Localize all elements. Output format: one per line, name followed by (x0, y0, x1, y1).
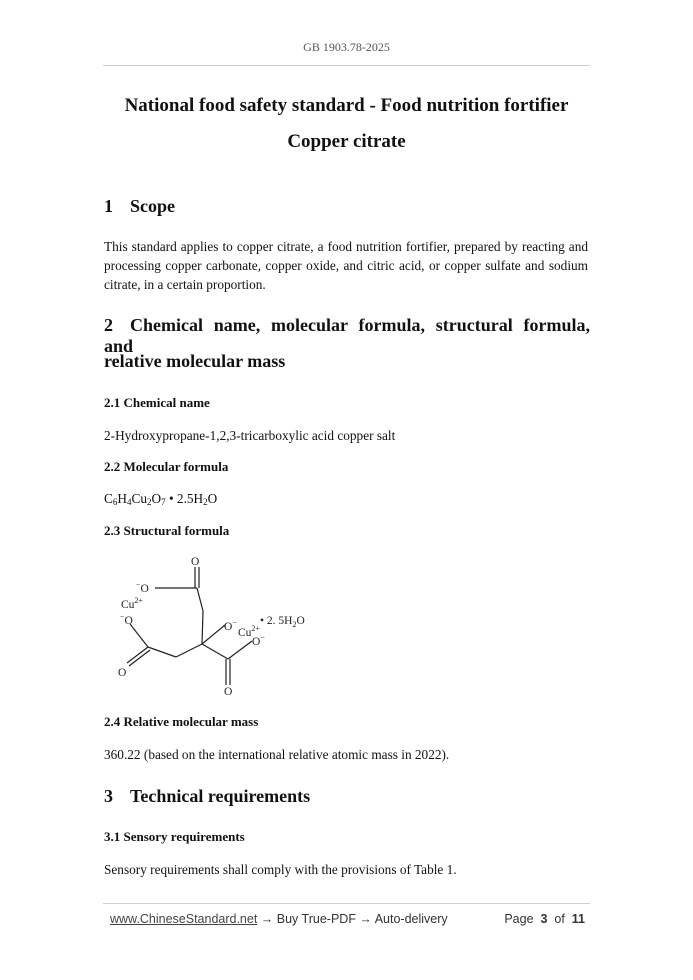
molecular-formula: $C_6H_4Cu_2O_7$ • $2.5H_2O$ (104, 491, 218, 507)
section-2-heading-line2: relative molecular mass (104, 351, 286, 371)
website-link[interactable]: www.ChineseStandard.net (110, 912, 258, 926)
section-2-number: 2 (104, 315, 113, 335)
page-indicator: Page 3 of 11 (504, 912, 585, 926)
subsection-3-1-heading: 3.1 Sensory requirements (104, 829, 245, 844)
chemical-name-text: 2-Hydroxypropane-1,2,3-tricarboxylic acid copper salt (104, 428, 396, 443)
buy-pdf-link[interactable]: Buy True-PDF (276, 912, 356, 926)
structural-formula-diagram (110, 550, 330, 700)
struct-label-o-minus-right: O− (252, 633, 265, 648)
current-page-number: 3 (540, 912, 548, 926)
subsection-2-4-heading: 2.4 Relative molecular mass (104, 714, 259, 729)
footer-divider (103, 903, 590, 904)
struct-label-cu-right: $Cu^{2+}$ (238, 624, 260, 639)
auto-delivery-text: Auto-delivery (374, 912, 448, 926)
section-1-number: 1 (104, 196, 113, 216)
struct-label-cu-left: $Cu^{2+}$ (121, 596, 143, 611)
header-divider (103, 65, 590, 66)
section-1-title: Scope (130, 196, 175, 216)
struct-label-o-minus-mid: O− (224, 618, 237, 633)
subsection-2-3-heading: 2.3 Structural formula (104, 523, 230, 538)
molecular-mass-text: 360.22 (based on the international relative atomic mass in 2022). (104, 747, 450, 762)
struct-label-o-bottom: O (224, 686, 233, 698)
sensory-requirements-text: Sensory requirements shall comply with the provisions of Table 1. (104, 862, 457, 877)
footer-arrow-1: → (257, 912, 277, 926)
total-pages-number: 11 (571, 912, 585, 926)
section-2-title-line1: Chemical name, molecular formula, structural formula, and (104, 315, 590, 356)
section-3-title: Technical requirements (130, 786, 311, 806)
struct-label-o-minus-left: −O (120, 612, 133, 627)
subsection-2-2-heading: 2.2 Molecular formula (104, 459, 229, 474)
struct-label-o-minus-top: −O (136, 580, 149, 595)
struct-label-o-top: O (191, 556, 200, 568)
scope-paragraph: This standard applies to copper citrate, a food nutrition fortifier, prepared by reacting and processing copper carbonate, copper oxide, and citric acid, or copper sulfate and sodium citrate, in a certain proportion. (104, 239, 588, 292)
section-1-heading (104, 196, 175, 217)
struct-label-o-bottom-left: O (118, 667, 127, 679)
document-code-header: GB 1903.78-2025 (303, 40, 390, 54)
document-title: National food safety standard - Food nutrition fortifier (124, 95, 569, 116)
section-3-number: 3 (104, 786, 113, 806)
struct-label-hydrate: • 2. $5H_2O$ (260, 615, 305, 629)
section-3-heading (104, 786, 310, 807)
footer-links (110, 912, 448, 926)
subsection-2-1-heading: 2.1 Chemical name (104, 395, 210, 410)
footer-arrow-2: → (355, 912, 375, 926)
document-subtitle: Copper citrate (287, 131, 406, 152)
